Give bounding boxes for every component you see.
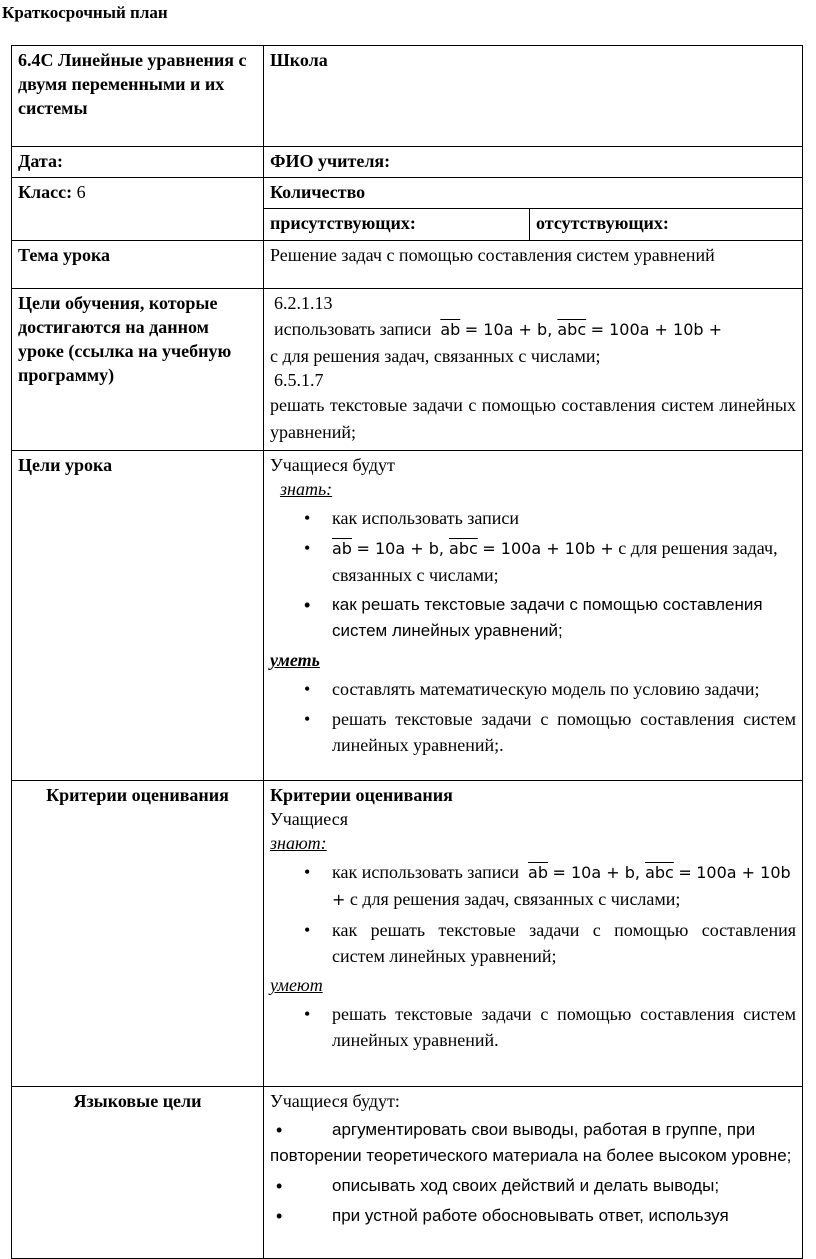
language-list <box>270 1117 796 1229</box>
learning-goals-cell <box>264 289 803 451</box>
can-label: уметь <box>270 650 320 670</box>
row-section <box>12 46 803 147</box>
language-goals-cell <box>264 1087 803 1259</box>
date-label: Дата: <box>12 147 264 178</box>
criteria-item-1a: как использовать записи <box>332 862 520 882</box>
criteria-know-list <box>270 859 796 969</box>
row-learning-goals <box>12 289 803 451</box>
document-title: Краткосрочный план <box>2 3 168 22</box>
row-date <box>12 147 803 178</box>
formula-ab: $\overline{ab}$ <box>332 539 352 558</box>
criteria-can-label: умеют <box>270 975 323 995</box>
present-label: присутствующих: <box>264 209 530 241</box>
can-list <box>270 676 796 758</box>
count-label: Количество <box>264 178 803 209</box>
class-value: 6 <box>76 182 86 202</box>
know-list <box>270 505 796 644</box>
learning-goals-label: Цели обучения, которые достигаются на данном уроке (ссылка на учебную программу) <box>12 289 264 451</box>
topic-label: Тема урока <box>12 241 264 289</box>
formula-abc: $\overline{abc}$ <box>557 320 587 339</box>
list-item: • решать текстовые задачи с помощью составления систем линейных уравнений;. <box>270 706 796 758</box>
criteria-can-list <box>270 1001 796 1053</box>
language-item-1: аргументировать свои выводы, работая в группе, при повторении теоретического материала на более высоком уровне; <box>270 1120 792 1165</box>
formula-abc: $\overline{abc}$ <box>449 539 478 558</box>
topic-value: Решение задач с помощью составления систем уравнений <box>264 241 803 289</box>
class-cell <box>12 178 264 241</box>
row-lesson-goals <box>12 451 803 781</box>
criteria-intro: Учащиеся <box>270 809 348 829</box>
goal-text-1b: с для решения задач, связанных с числами; <box>270 346 601 366</box>
formula-part-3: 100a + 10b + <box>332 863 791 909</box>
know-item-2-text: с для решения задач, связанных с числами; <box>332 538 778 585</box>
lesson-goals-cell <box>264 451 803 781</box>
lesson-goals-label: Цели урока <box>12 451 264 781</box>
criteria-know-label: знают: <box>270 833 327 853</box>
row-topic <box>12 241 803 289</box>
formula-part-1: = 10a + b, <box>464 320 558 339</box>
criteria-cell <box>264 781 803 1087</box>
list-item <box>270 1173 796 1199</box>
language-item-3: при устной работе обосновывать ответ, используя <box>332 1206 729 1225</box>
criteria-label: Критерии оценивания <box>12 781 264 1087</box>
language-intro: Учащиеся будут: <box>270 1091 400 1111</box>
criteria-item-1b: с для решения задач, связанных с числами; <box>349 889 681 909</box>
goal-code-1: 6.2.1.13 <box>274 293 333 313</box>
formula-part-1: = 10a + b, <box>356 539 450 558</box>
section-cell: 6.4С Линейные уравнения с двумя переменными и их системы <box>12 46 264 147</box>
row-class <box>12 178 803 209</box>
row-criteria <box>12 781 803 1087</box>
list-item: • решать текстовые задачи с помощью составления систем линейных уравнений. <box>270 1001 796 1053</box>
teacher-label: ФИО учителя: <box>264 147 803 178</box>
goal-text-1 <box>270 315 796 344</box>
list-item: • как использовать записи <box>270 505 796 531</box>
list-item <box>270 1117 796 1169</box>
goal-code-2: 6.5.1.7 <box>274 370 324 390</box>
goal-text-1a: использовать записи <box>274 319 432 339</box>
formula-abc: $\overline{abc}$ <box>645 863 674 882</box>
list-item: • как решать текстовые задачи с помощью составления систем линейных уравнений; <box>270 917 796 969</box>
formula-part-2: = 100a + 10b + <box>482 539 614 558</box>
language-item-2: описывать ход своих действий и делать выводы; <box>332 1176 720 1195</box>
list-item <box>270 535 796 588</box>
criteria-heading: Критерии оценивания <box>270 785 453 805</box>
list-item: • как решать текстовые задачи с помощью составления систем линейных уравнений; <box>270 592 796 644</box>
know-label: знать: <box>280 479 333 499</box>
list-item: • составлять математическую модель по условию задачи; <box>270 676 796 702</box>
row-language-goals <box>12 1087 803 1259</box>
formula-ab: $\overline{ab}$ <box>528 863 548 882</box>
language-goals-label: Языковые цели <box>12 1087 264 1259</box>
list-item: • как использовать записи $\overline{ab} = 10a + b$, $\overline{abc} = 100a + 10b + с$ для решения задач, связанных с числами; <box>270 859 796 913</box>
formula-part-1: = 10a + b, <box>552 863 646 882</box>
lesson-goals-intro: Учащиеся будут <box>270 455 395 475</box>
lesson-plan-table <box>11 45 803 1259</box>
absent-label: отсутствующих: <box>530 209 803 241</box>
formula-ab: $\overline{ab}$ <box>440 320 461 339</box>
formula-part-2: = 100a + 10b + <box>590 320 723 339</box>
school-cell: Школа <box>264 46 803 147</box>
class-label: Класс: <box>18 182 73 202</box>
list-item <box>270 1203 796 1229</box>
goal-text-2: решать текстовые задачи с помощью составления систем линейных уравнений; <box>270 395 797 442</box>
